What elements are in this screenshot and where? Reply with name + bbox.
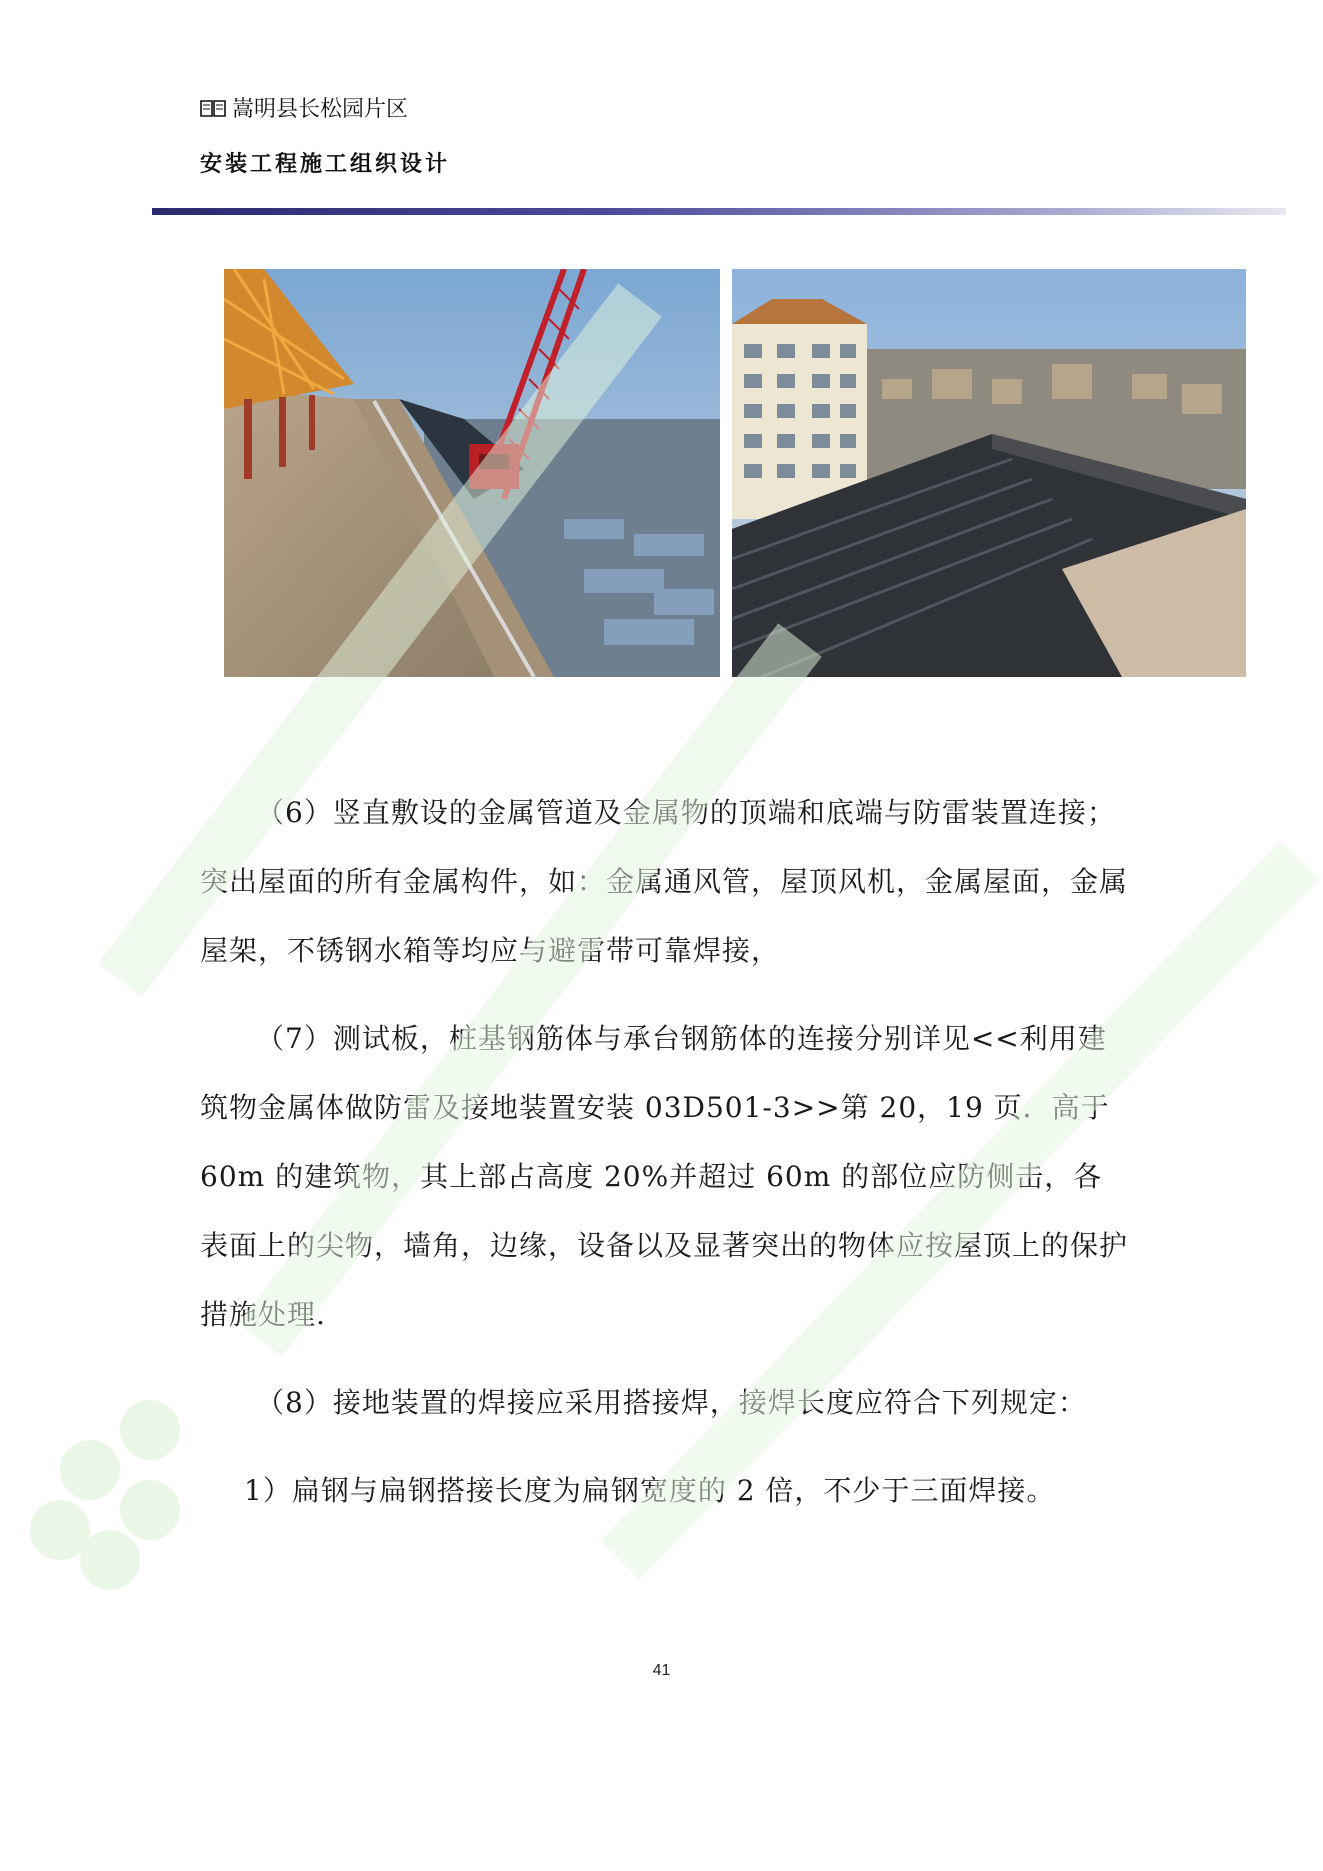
rooftop-lightning-conductor-photo — [224, 269, 720, 677]
list-item-1: 1）扁钢与扁钢搭接长度为扁钢宽度的 2 倍，不少于三面焊接。 — [244, 1474, 1056, 1507]
open-book-icon — [200, 98, 226, 118]
tiled-roof-photo — [732, 269, 1246, 677]
header-project-name: 嵩明县长松园片区 — [232, 97, 409, 122]
paragraph-8: （8）接地装置的焊接应采用搭接焊，接焊长度应符合下列规定： — [256, 1386, 1087, 1419]
page-header — [200, 92, 450, 178]
page-number: 41 — [652, 1662, 671, 1679]
paragraph-6: （6）竖直敷设的金属管道及金属物的顶端和底端与防雷装置连接；突出屋面的所有金属构件，如：金属通风管，屋顶风机，金属屋面，金属屋架，不锈钢水箱等均应与避雷带可靠焊接， — [200, 796, 1129, 967]
body-text — [200, 778, 1130, 1525]
header-document-title: 安装工程施工组织设计 — [200, 152, 451, 177]
header-project-line — [200, 92, 450, 123]
header-divider — [152, 208, 1286, 215]
paragraph-7: （7）测试板，桩基钢筋体与承台钢筋体的连接分别详见<<利用建筑物金属体做防雷及接地装置安装 03D501-3>>第 20，19 页．高于 60m 的建筑物，其上部占高度 20%并超过 60m 的部位应防侧击，各表面上的尖物，墙角，边缘，设备以及显著突出的物体应按屋顶上的保护措施处理. — [200, 1022, 1129, 1331]
